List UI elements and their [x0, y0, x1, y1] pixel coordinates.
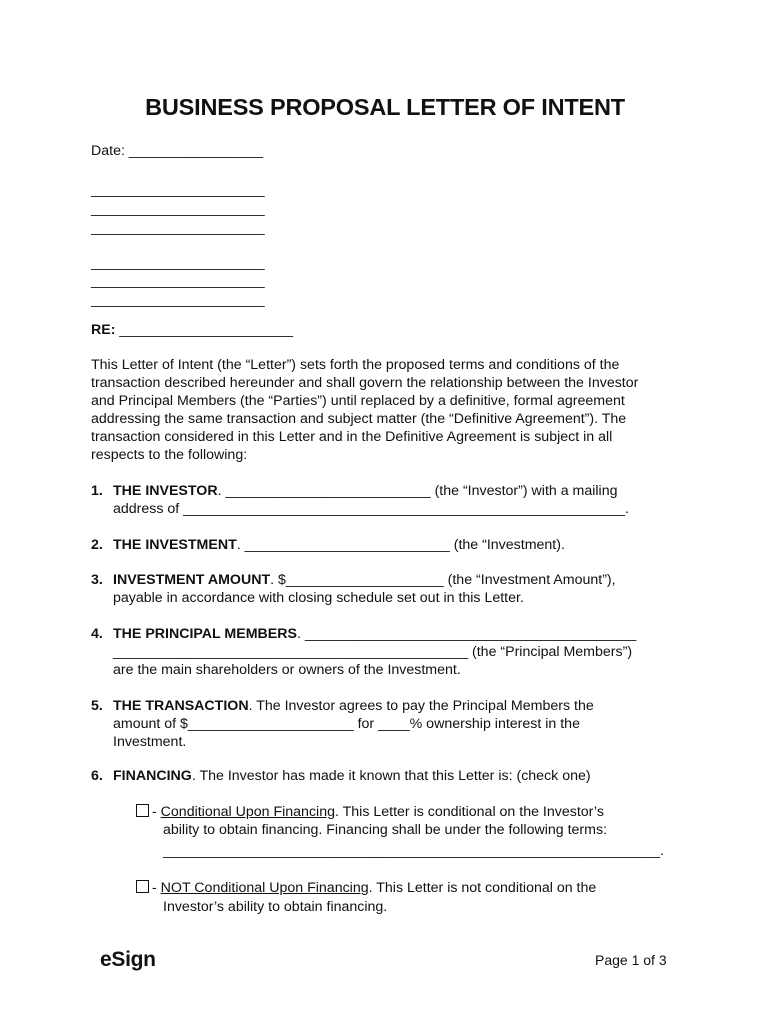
section-text: . __________________________ (the “Investor”) with a mailing: [217, 483, 618, 499]
section-text: . The Investor has made it known that this Letter is: (check one): [191, 768, 591, 784]
intro-line: transaction described hereunder and shall govern the relationship between the Investor: [91, 375, 639, 391]
section-investor-line-2: address of ________________________________________________________.: [113, 501, 629, 517]
financing-terms-blank: _______________________________________________________________.: [163, 843, 665, 859]
intro-line: This Letter of Intent (the “Letter”) sets forth the proposed terms and conditions of the: [91, 357, 620, 373]
re-line: [91, 321, 293, 339]
section-heading: THE PRINCIPAL MEMBERS: [113, 626, 297, 642]
intro-line: respects to the following:: [91, 447, 248, 463]
section-heading: THE INVESTOR: [113, 483, 218, 499]
date-line: Date: _________________: [91, 143, 263, 159]
section-members-line-2: _____________________________________________ (the “Principal Members”): [113, 644, 633, 660]
section-text: . $____________________ (the “Investment Amount”),: [270, 572, 616, 588]
re-label: RE:: [91, 322, 116, 338]
section-number: 1.: [91, 483, 103, 499]
not-conditional-financing-checkbox[interactable]: [136, 880, 149, 893]
section-amount-line-2: payable in accordance with closing schedule set out in this Letter.: [113, 590, 524, 606]
section-members-line-3: are the main shareholders or owners of the Investment.: [113, 662, 461, 678]
section-members-line-1: [113, 625, 636, 643]
intro-line: addressing the same transaction and subject matter (the “Definitive Agreement”). The: [91, 411, 627, 427]
address-blank-line: ______________________: [91, 255, 265, 271]
page-number: Page 1 of 3: [595, 952, 667, 968]
address-blank-line: ______________________: [91, 292, 265, 308]
option-title: NOT Conditional Upon Financing: [160, 880, 369, 896]
conditional-financing-checkbox[interactable]: [136, 804, 149, 817]
address-blank-line: ______________________: [91, 220, 265, 236]
section-heading: THE TRANSACTION: [113, 698, 249, 714]
section-transaction-line-2: amount of $_____________________ for ____% ownership interest in the: [113, 716, 580, 732]
financing-option-2-line-1: [152, 879, 596, 897]
section-text: . The Investor agrees to pay the Principal Members the: [248, 698, 594, 714]
financing-option-2-line-2: Investor’s ability to obtain financing.: [163, 899, 388, 915]
section-heading: THE INVESTMENT: [113, 537, 237, 553]
option-dash: -: [152, 804, 161, 820]
option-text: . This Letter is not conditional on the: [368, 880, 597, 896]
esign-logo: eSign: [100, 948, 156, 971]
financing-option-1-line-1: [152, 803, 604, 821]
section-transaction-line-3: Investment.: [113, 734, 187, 750]
section-amount-line-1: [113, 571, 616, 589]
address-blank-line: ______________________: [91, 273, 265, 289]
section-heading: INVESTMENT AMOUNT: [113, 572, 271, 588]
intro-line: transaction considered in this Letter and in the Definitive Agreement is subject in all: [91, 429, 613, 445]
section-text: . __________________________ (the “Investment).: [236, 537, 565, 553]
section-number: 2.: [91, 537, 103, 553]
section-heading: FINANCING: [113, 768, 192, 784]
section-number: 5.: [91, 698, 103, 714]
section-financing-line-1: [113, 767, 591, 785]
section-number: 4.: [91, 626, 103, 642]
intro-line: and Principal Members (the “Parties”) until replaced by a definitive, formal agreement: [91, 393, 625, 409]
re-blank: ______________________: [115, 322, 293, 338]
address-blank-line: ______________________: [91, 201, 265, 217]
option-dash: -: [152, 880, 161, 896]
section-text: . __________________________________________: [296, 626, 637, 642]
section-investment-line-1: [113, 536, 565, 554]
option-title: Conditional Upon Financing: [160, 804, 335, 820]
section-transaction-line-1: [113, 697, 594, 715]
section-number: 6.: [91, 768, 103, 784]
document-title: BUSINESS PROPOSAL LETTER OF INTENT: [145, 94, 625, 120]
section-number: 3.: [91, 572, 103, 588]
address-blank-line: ______________________: [91, 182, 265, 198]
section-investor-line-1: [113, 482, 618, 500]
financing-option-1-line-2: ability to obtain financing. Financing shall be under the following terms:: [163, 822, 608, 838]
option-text: . This Letter is conditional on the Investor’s: [334, 804, 604, 820]
